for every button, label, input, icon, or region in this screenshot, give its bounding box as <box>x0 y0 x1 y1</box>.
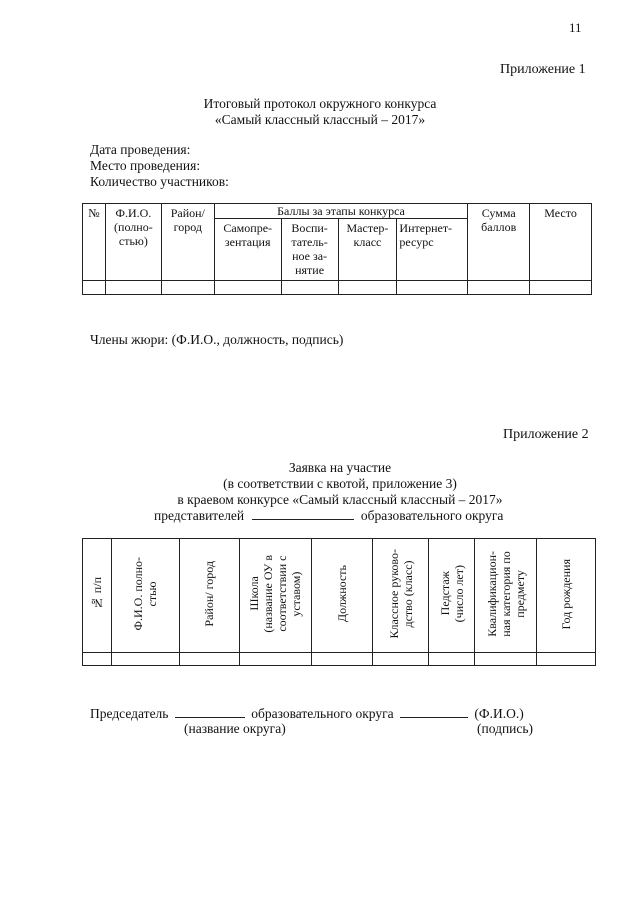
application-title-line1: Заявка на участие <box>288 460 392 475</box>
jury-line: Члены жюри: (Ф.И.О., должность, подпись) <box>90 332 344 347</box>
note-district-name: (название округа) <box>184 721 286 736</box>
protocol-header-row <box>83 204 592 219</box>
col-class-leadership: Классное руково- дство (класс) <box>373 539 429 653</box>
page-number: 11 <box>569 20 582 35</box>
protocol-title-line2: «Самый классный классный – 2017» <box>214 112 426 127</box>
col-sum: Сумма баллов <box>468 204 530 281</box>
protocol-title-line1: Итоговый протокол окружного конкурса <box>203 96 437 111</box>
appendix-1-heading: Приложение 1 <box>500 62 586 77</box>
protocol-table <box>82 203 592 295</box>
district-blank <box>252 519 354 520</box>
protocol-empty-row <box>83 281 592 295</box>
application-title-line3: в краевом конкурсе «Самый классный классный – 2017» <box>177 492 503 507</box>
field-place: Место проведения: <box>90 158 201 173</box>
application-table <box>82 538 596 666</box>
col-district: Район/ город <box>161 204 214 281</box>
col-position: Должность <box>311 539 373 653</box>
col-fio: Ф.И.О. полно- стью <box>111 539 179 653</box>
col-stages-header: Баллы за этапы конкурса <box>214 204 468 219</box>
application-header-row <box>83 539 596 653</box>
col-place: Место <box>530 204 592 281</box>
col-number: № <box>83 204 106 281</box>
chairman-district-blank <box>175 717 245 718</box>
appendix-2-heading: Приложение 2 <box>503 427 589 442</box>
col-self-presentation: Самопре- зентация <box>214 219 281 281</box>
col-birth-year: Год рождения <box>537 539 596 653</box>
application-title-line4: представителей образовательного округа <box>154 508 504 523</box>
col-experience: Педстаж (число лет) <box>429 539 475 653</box>
col-internet-resource: Интернет- ресурс <box>397 219 468 281</box>
col-fio: Ф.И.О. (полно- стью) <box>105 204 161 281</box>
note-signature: (подпись) <box>477 721 534 736</box>
application-empty-row <box>83 653 596 666</box>
col-school: Школа (название ОУ в соответствии с уставом) <box>239 539 311 653</box>
field-date: Дата проведения: <box>90 142 191 157</box>
chairman-signature-blank <box>400 717 468 718</box>
chairman-line: Председатель образовательного округа (Ф.И.О.) <box>90 706 524 721</box>
col-qualification: Квалификацион- ная категория по предмету <box>475 539 537 653</box>
field-participants: Количество участников: <box>90 174 229 189</box>
col-educational-lesson: Воспи- татель- ное за- нятие <box>281 219 338 281</box>
col-number: № п/п <box>83 539 112 653</box>
application-title-line2: (в соответствии с квотой, приложение 3) <box>223 476 457 491</box>
col-master-class: Мастер- класс <box>338 219 397 281</box>
col-district: Район/ город <box>179 539 239 653</box>
